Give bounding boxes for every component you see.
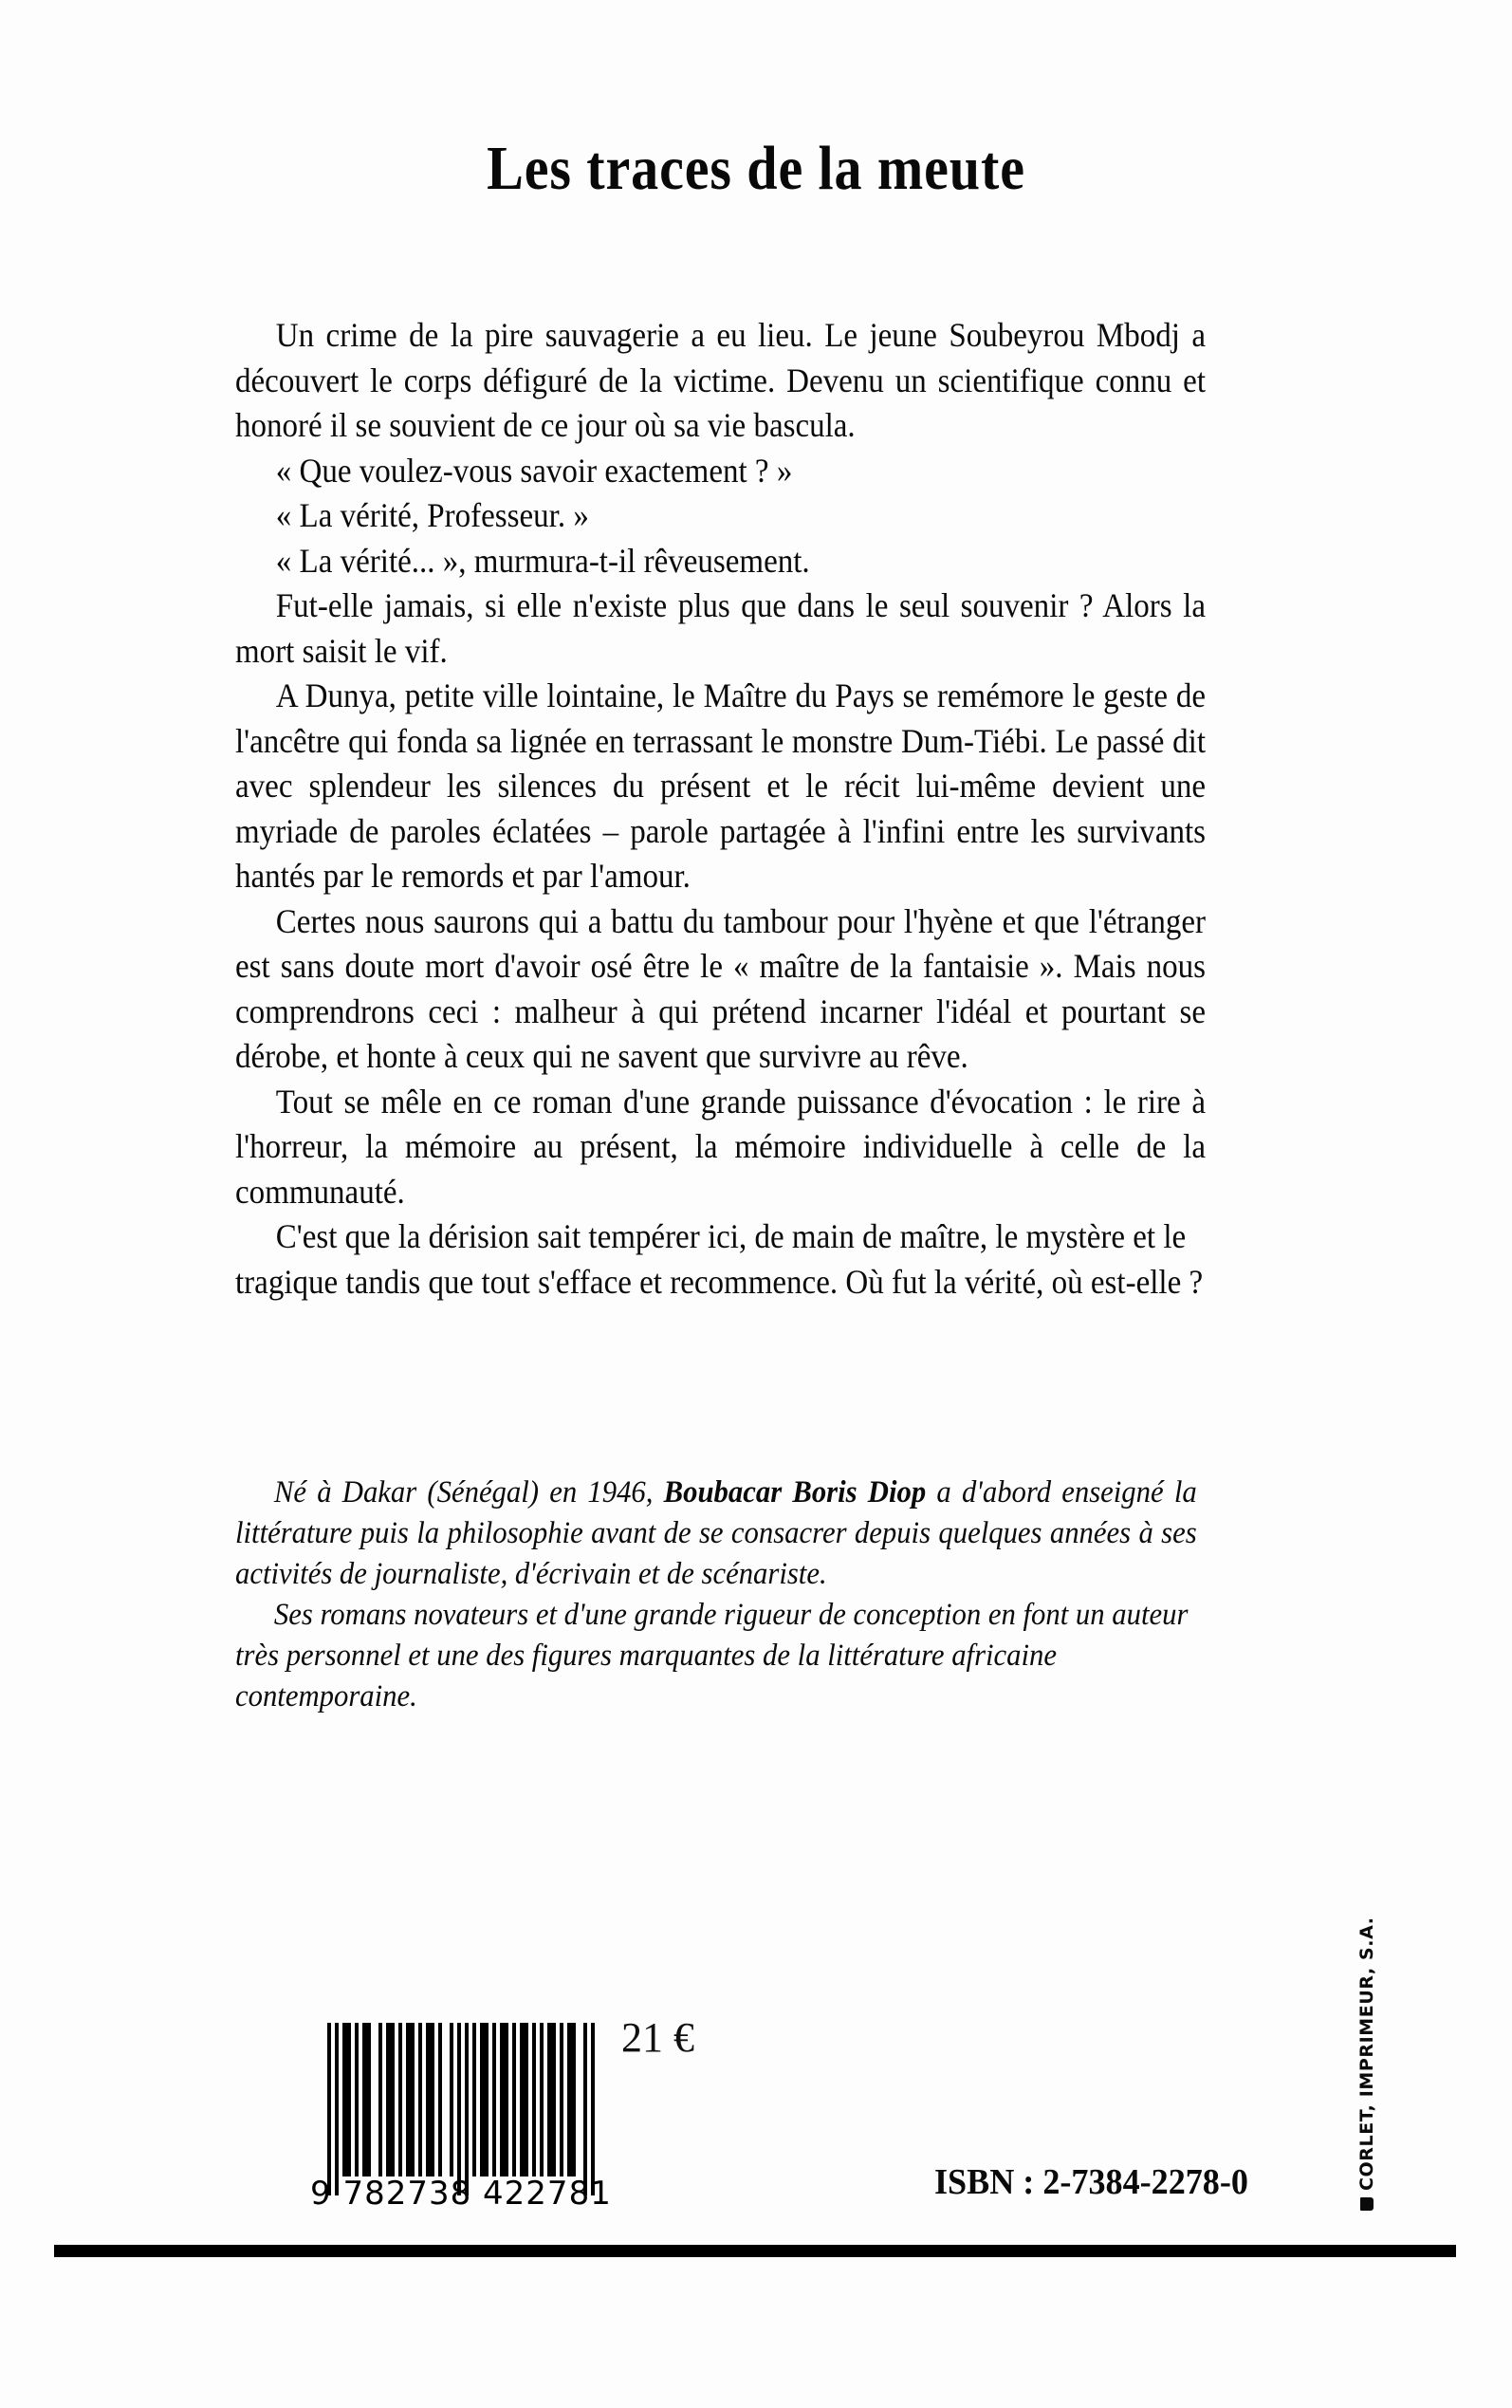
blurb-text-block — [235, 313, 1206, 1305]
printer-name: CORLET, IMPRIMEUR, S.A. — [1356, 1917, 1377, 2191]
blurb-dialogue-line-3: « La vérité... », murmura-t-il rêveusement. — [275, 541, 810, 580]
blurb-paragraph-4: Certes nous saurons qui a battu du tambour pour l'hyène et que l'étranger est sans doute mort d'avoir osé être le « maître de la fantaisie ». Mais nous comprendrons ceci : malheur à qui prétend incarner l'idéal et pourtant se dérobe, et honte à ceux qui ne savent que survivre au rêve. — [235, 901, 1206, 1075]
barcode-bars — [327, 2023, 602, 2176]
isbn-label: ISBN : 2-7384-2278-0 — [934, 2162, 1248, 2202]
blurb-dialogue-line-2: « La vérité, Professeur. » — [275, 496, 589, 534]
blurb-paragraph-2: Fut-elle jamais, si elle n'existe plus que dans le seul souvenir ? Alors la mort saisit le vif. — [235, 586, 1206, 670]
price-label: 21 € — [621, 2014, 694, 2061]
blurb-paragraph-6: C'est que la dérision sait tempérer ici, de main de maître, le mystère et le tragique tandis que tout s'efface et recommence. Où fut la vérité, où est-elle ? — [235, 1217, 1204, 1301]
blurb-dialogue-line-1: « Que voulez-vous savoir exactement ? » — [275, 451, 793, 490]
corlet-logo-icon — [1360, 2197, 1374, 2211]
blurb-paragraph-3: A Dunya, petite ville lointaine, le Maître du Pays se remémore le geste de l'ancêtre qui fonda sa lignée en terrassant le monstre Dum-Tiébi. Le passé dit avec splendeur les silences du présent et le récit lui-même devient une myriade de paroles éclatées – parole partagée à l'infini entre les survivants hantés par le remords et par l'amour. — [235, 676, 1206, 895]
page-title: Les traces de la meute — [487, 134, 1025, 204]
printer-credit — [1356, 1917, 1415, 2211]
bio-paragraph-1 — [235, 1473, 1197, 1595]
blurb-paragraph-1: Un crime de la pire sauvagerie a eu lieu. Le jeune Soubeyrou Mbodj a découvert le corps défiguré de la victime. Devenu un scientifique connu et honoré il se souvient de ce jour où sa vie bascula. — [235, 316, 1206, 444]
bio-text-after-author: a d'abord enseigné la littérature puis la philosophie avant de se consacrer depuis quelques années à ses activités de journaliste, d'écrivain et de scénariste. — [235, 1475, 1197, 1591]
blurb-paragraph-5: Tout se mêle en ce roman d'une grande puissance d'évocation : le rire à l'horreur, la mémoire au présent, la mémoire individuelle à celle de la communauté. — [235, 1082, 1206, 1211]
author-name: Boubacar Boris Diop — [663, 1475, 927, 1510]
printer-credit-text — [1356, 1917, 1377, 2211]
bio-paragraph-2: Ses romans novateurs et d'une grande rigueur de conception en font un auteur très personnel et une des figures marquantes de la littérature africaine contemporaine. — [235, 1598, 1189, 1713]
author-biography-block — [235, 1473, 1197, 1717]
bio-text-before-author: Né à Dakar (Sénégal) en 1946, — [273, 1475, 664, 1510]
ean13-barcode — [310, 2023, 612, 2213]
bottom-rule-divider — [54, 2245, 1456, 2257]
barcode-digits: 9 782738 422781 — [310, 2175, 612, 2213]
